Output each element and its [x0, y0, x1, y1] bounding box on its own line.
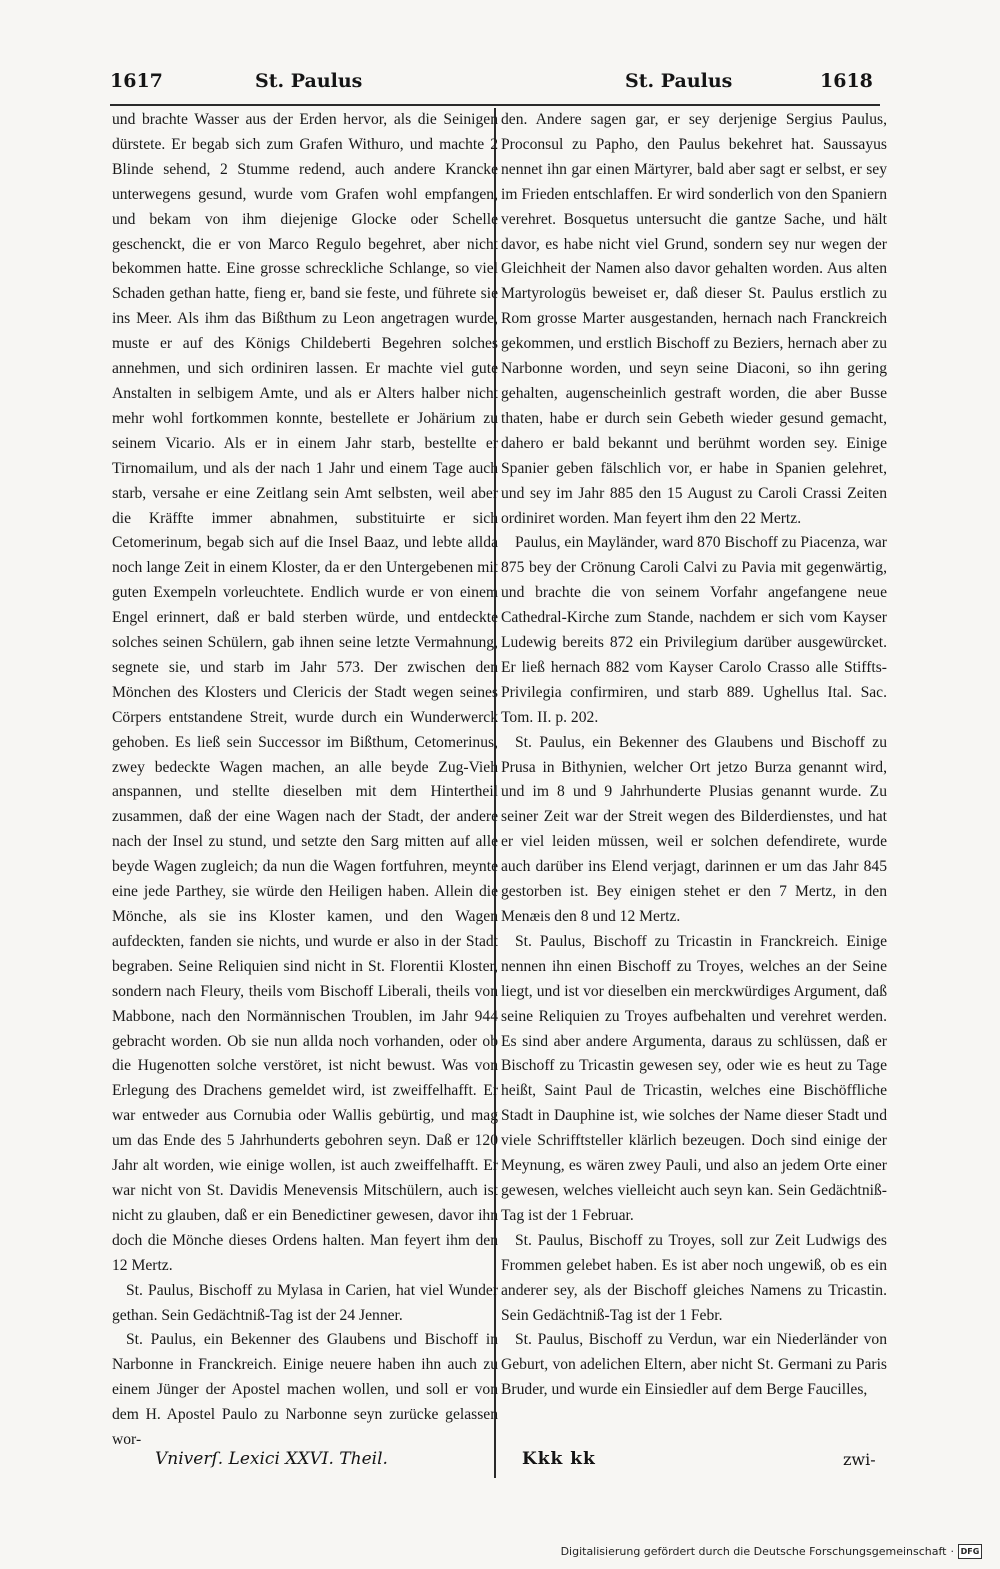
right-paragraph: den. Andere sagen gar, er sey derjenige Sergius Paulus, Proconsul zu Papho, den Paulus bekehret hat. Saussayus nennet ihn gar einen Märtyrer, bald aber sagt er selbst, er sey im Frieden entschlaffen. Er wird sonderlich von den Spaniern verehret. Bosquetus untersucht die gantze Sache, und hält davor, es habe nicht viel Grund, sondern sey nur wegen der Gleichheit der Namen also davor gehalten worden. Aus alten Martyrologüs beweiset er, daß dieser St. Paulus erstlich zu Rom grosse Marter ausgestanden, hernach nach Franckreich gekommen, und erstlich Bischoff zu Beziers, hernach aber zu Narbonne worden, und seyn seine Diaconi, so ihn gering gehalten, augenscheinlich gestraft worden, die aber Busse thaten, habe er durch sein Gebeth wieder gesund gemacht, dahero er bald bekannt und berühmt worden sey. Einige Spanier geben fälschlich vor, er habe in Spanien gelehret, und sey im Jahr 885 den 15 August zu Caroli Crassi Zeiten ordiniret worden. Man feyert ihm den 22 Mertz. [501, 111, 887, 527]
page-number-left: 1617 [110, 70, 163, 92]
page-header [110, 66, 880, 100]
left-paragraph: St. Paulus, Bischoff zu Mylasa in Carien, hat viel Wunder gethan. Sein Gedächtniß-Tag ist der 24 Jenner. [112, 1281, 498, 1324]
catchword: zwi- [843, 1450, 876, 1469]
running-title-right: St. Paulus [625, 70, 733, 92]
left-paragraph: und brachte Wasser aus der Erden hervor, als die Seinigen dürstete. Er begab sich zum Grafen Withuro, und machte 2 Blinde sehend, 2 Stumme redend, auch andere Krancke unterwegens gesund, wurde vom Grafen wohl empfangen, und bekam von ihm diejenige Glocke oder Schelle geschenckt, die er von Marco Regulo begehret, aber nicht bekommen hatte. Eine grosse schreckliche Schlange, so viel Schaden gethan hatte, fieng er, band sie feste, und führete sie ins Meer. Als ihm das Bißthum zu Leon angetragen wurde, muste er auf des Königs Childeberti Begehren solches annehmen, und sich ordiniren lassen. Er machte viel gute Anstalten in selbigem Amte, und als er Alters halber nicht mehr wohl fortkommen konnte, bestellete er Johärium zu seinem Vicario. Als er in einem Jahr starb, bestellte er Tirnomailum, und als der nach 1 Jahr und einem Tage auch starb, versahe er eine Zeitlang sein Amt selbsten, weil aber die Kräffte immer abnahmen, substituirte er sich Cetomerinum, begab sich auf die Insel Baaz, und lebte allda noch lange Zeit in einem Kloster, da er den Untergebenen mit guten Exempeln vorleuchtete. Endlich wurde er von einem Engel erinnert, daß er bald sterben würde, und entdeckte solches seinen Schülern, gab ihnen seine letzte Vermahnung, segnete sie, und starb im Jahr 573. Der zwischen den Mönchen des Klosters und Clericis der Stadt wegen seines Cörpers entstandene Streit, wurde durch ein Wunderwerck gehoben. Es ließ sein Successor im Bißthum, Cetomerinus, zwey bedeckte Wagen machen, an alle beyde Zug-Vieh anspannen, und stellte dieselben mit dem Hintertheil zusammen, daß der eine Wagen nach der Stadt, der andere nach der Insel zu stund, und setzte den Sarg mitten auf alle beyde Wagen zugleich; da nun die Wagen fortfuhren, meynte eine jede Parthey, sie würde den Heiligen haben. Allein die Mönche, als sie ins Kloster kamen, und den Wagen aufdeckten, fanden sie nichts, und wurde er also in der Stadt begraben. Seine Reliquien sind nicht in St. Florentii Kloster, sondern nach Fleury, theils vom Bischoff Liberali, theils von Mabbone, nach den Normännischen Troublen, im Jahr 944 gebracht worden. Ob sie nun allda noch vorhanden, oder ob die Hugenotten solche verstöret, ist nicht bewust. Was von Erlegung des Drachens gemeldet wird, ist zweiffelhafft. Er war entweder aus Cornubia oder Wallis gebürtig, und mag um das Ende des 5 Jahrhunderts gebohren seyn. Daß er 120 Jahr alt worden, wie einige wollen, ist auch zweiffelhafft. Er war nicht von St. Davidis Menevensis Mitschülern, auch ist nicht zu glauben, daß er ein Benedictiner gewesen, davor ihn doch die Mönche dieses Ordens halten. Man feyert ihm den 12 Mertz. [112, 111, 498, 1274]
header-rule [110, 104, 880, 106]
digitization-credit: Digitalisierung gefördert durch die Deutsche Forschungsgemeinschaft · DFG [561, 1544, 982, 1559]
right-paragraph: Paulus, ein Mayländer, ward 870 Bischoff zu Piacenza, war 875 bey der Crönung Caroli Calvi zu Pavia mit gegenwärtig, und brachte die von seinem Vorfahr angefangene neue Cathedral-Kirche zum Stande, nachdem er sich vom Kayser Ludewig bereits 872 ein Privilegium darüber ausgewürcket. Er ließ hernach 882 vom Kayser Carolo Crasso alle Stiffts-Privilegia confirmiren, und starb 889. Ughellus Ital. Sac. Tom. II. p. 202. [501, 534, 887, 726]
right-column [501, 108, 887, 1453]
right-paragraph: St. Paulus, Bischoff zu Troyes, soll zur Zeit Ludwigs des Frommen gelebet haben. Es ist aber noch ungewiß, ob es ein anderer sey, als der Bischoff gleiches Namens zu Tricastin. Sein Gedächtniß-Tag ist der 1 Febr. [501, 1231, 887, 1324]
right-paragraph: St. Paulus, ein Bekenner des Glaubens und Bischoff zu Prusa in Bithynien, welcher Ort jetzo Burza genannt wird, und im 8 und 9 Jahrhunderte Plusias genannt wurde. Zu seiner Zeit war der Streit wegen des Bilderdienstes, und hat er viel leiden müssen, weil er solchen defendirete, wurde auch darüber ins Elend verjagt, darinnen er um das Jahr 845 gestorben ist. Bey einigen stehet er den 7 Mertz, in den Menæis den 8 und 12 Mertz. [501, 733, 887, 925]
dfg-logo-icon: DFG [958, 1544, 982, 1559]
right-paragraph: St. Paulus, Bischoff zu Verdun, war ein Niederländer von Geburt, von adelichen Eltern, aber nicht St. Germani zu Paris Bruder, und wurde ein Einsiedler auf dem Berge Faucilles, [501, 1331, 887, 1399]
running-title-left: St. Paulus [255, 70, 363, 92]
right-paragraph: St. Paulus, Bischoff zu Tricastin in Franckreich. Einige nennen ihn einen Bischoff zu Troyes, welches an der Seine liegt, und ist vor dieselben ein merckwürdiges Argument, daß seine Reliquien zu Troyes aufbehalten und verehret werden. Es sind aber andere Argumenta, daraus zu schlüssen, daß er Bischoff zu Tricastin gewesen sey, oder wie es heut zu Tage heißt, Saint Paul de Tricastin, welches eine Bischöffliche Stadt in Dauphine ist, wie solches der Name dieser Stadt und viele Schrifftsteller klärlich bezeugen. Doch sind einige der Meynung, es wären zwey Pauli, und also an jedem Orte einer gewesen, welches vielleicht auch seyn kan. Sein Gedächtniß-Tag ist der 1 Februar. [501, 932, 887, 1224]
left-column [112, 108, 498, 1453]
credit-text: Digitalisierung gefördert durch die Deutsche Forschungsgemeinschaft [560, 1545, 947, 1558]
signature-mark: Kkk kk [522, 1449, 596, 1469]
page-number-right: 1618 [820, 70, 873, 92]
signature-line: Vniverſ. Lexici XXVI. Theil. [155, 1449, 388, 1469]
left-paragraph: St. Paulus, ein Bekenner des Glaubens und Bischoff in Narbonne in Franckreich. Einige neuere haben ihn auch zu einem Jünger der Apostel machen wollen, und soll er von dem H. Apostel Paulo zu Narbonne seyn zurücke gelassen wor- [112, 1331, 498, 1449]
